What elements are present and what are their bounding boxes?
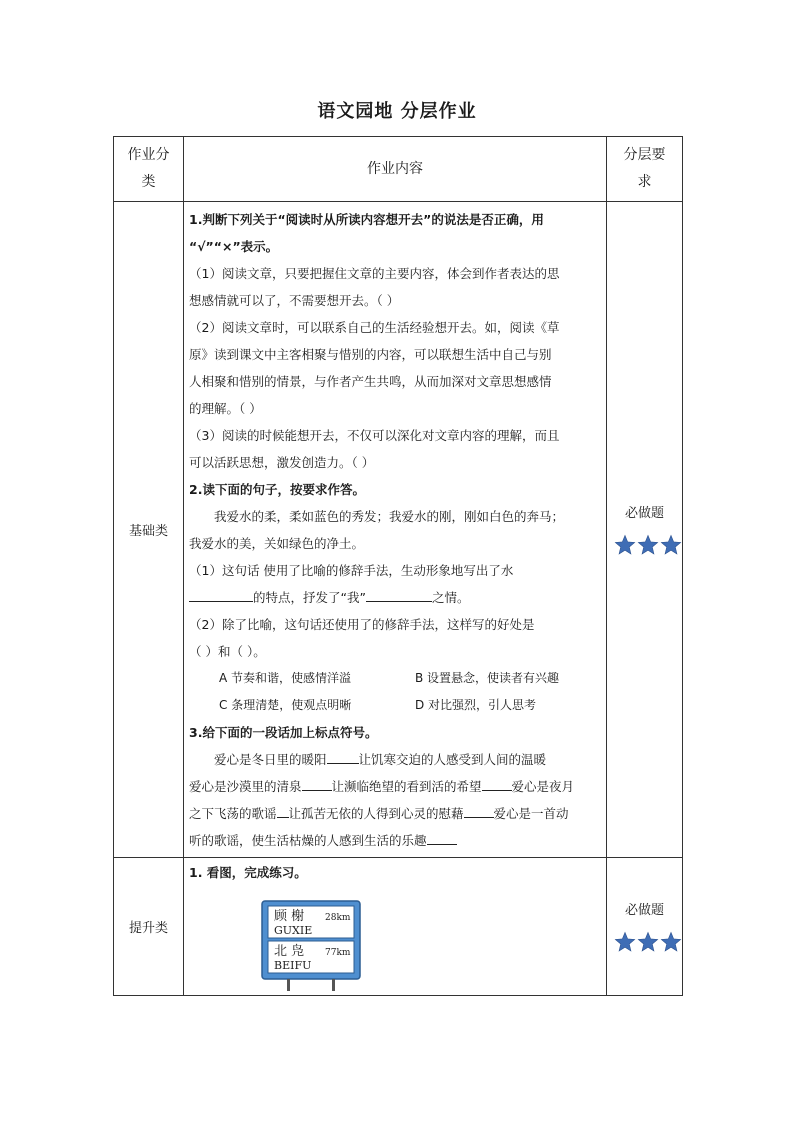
- basic-requirement: [607, 202, 683, 858]
- header-requirement-line1: 分层要: [623, 147, 666, 163]
- star-icon: [614, 533, 636, 557]
- q3-text: 爱心是一首动: [493, 806, 569, 821]
- advanced-row: [114, 858, 683, 996]
- advanced-requirement: [607, 858, 683, 996]
- sign-distance-1: 28km: [325, 913, 351, 923]
- star-icon: [637, 533, 659, 557]
- q1-item-1: （1）阅读文章，只要把握住文章的主要内容，体会到作者表达的思: [189, 266, 560, 281]
- question-1-title: 1.判断下列关于“阅读时从所读内容想开去”的说法是否正确，用: [189, 212, 544, 227]
- q3-text: 让孤苦无依的人得到心灵的慰藉: [288, 806, 464, 821]
- q2-passage-cont: 我爱水的美，关如绿色的净土。: [189, 536, 365, 551]
- q2-options-row-2: [189, 692, 602, 719]
- page-title: 语文园地 分层作业: [317, 101, 477, 122]
- q1-item-3: （3）阅读的时候能想开去，不仅可以深化对文章内容的理解，而且: [189, 428, 560, 443]
- advanced-content: [184, 858, 607, 996]
- header-requirement: [607, 137, 683, 202]
- q3-text: 听的歌谣，使生活枯燥的人感到生活的乐趣: [189, 833, 427, 848]
- q2-item-2-cont: （ ）和（ ）。: [189, 644, 266, 659]
- basic-category: 基础类: [114, 202, 184, 858]
- road-sign-illustration: [259, 898, 363, 992]
- punctuation-blank[interactable]: [464, 803, 494, 818]
- advanced-category: 提升类: [114, 858, 184, 996]
- header-category: [114, 137, 184, 202]
- q3-text: 让饥寒交迫的人感受到人间的温暖: [358, 752, 547, 767]
- sign-pinyin-2: BEIFU: [274, 959, 312, 972]
- punctuation-blank[interactable]: [277, 803, 289, 818]
- advanced-question-1: 1. 看图，完成练习。: [189, 865, 307, 880]
- option-d: D 对比强烈，引人思考: [415, 698, 537, 712]
- option-b: B 设置悬念，使读者有兴趣: [415, 671, 560, 685]
- q2-options-row-1: [189, 665, 602, 692]
- q3-text: 让濒临绝望的看到活的希望: [331, 779, 482, 794]
- requirement-label: 必做题: [624, 903, 664, 918]
- q3-text: 爱心是夜月: [511, 779, 575, 794]
- star-icon: [660, 533, 682, 557]
- question-3-title: 3.给下面的一段话加上标点符号。: [189, 725, 378, 740]
- punctuation-blank[interactable]: [327, 749, 359, 764]
- q3-passage-1: [189, 746, 602, 773]
- answer-blank[interactable]: [366, 587, 432, 602]
- sign-distance-2: 77km: [325, 948, 351, 958]
- sign-name-2: 北 凫: [274, 944, 305, 959]
- star-icon: [637, 930, 659, 954]
- q1-item-3-cont: 可以活跃思想，激发创造力。（ ）: [189, 455, 375, 470]
- punctuation-blank[interactable]: [482, 776, 512, 791]
- q3-text: 之下飞荡的歌谣: [189, 806, 277, 821]
- punctuation-blank[interactable]: [302, 776, 332, 791]
- basic-content: [184, 202, 607, 858]
- question-1-title-cont: “√”“×”表示。: [189, 239, 279, 254]
- requirement-label: 必做题: [624, 506, 664, 521]
- q2-item-1-cont: [189, 584, 602, 611]
- header-category-line1: 作业分: [127, 147, 170, 163]
- punctuation-blank[interactable]: [427, 830, 457, 845]
- q3-text: 爱心是冬日里的暖阳: [214, 752, 327, 767]
- homework-table: [113, 136, 683, 996]
- q2-passage: 我爱水的柔，柔如蓝色的秀发；我爱水的刚，刚如白色的奔马；: [214, 509, 565, 524]
- q1-item-2-cont3: 的理解。（ ）: [189, 401, 262, 416]
- q1-item-2: （2）阅读文章时，可以联系自己的生活经验想开去。如，阅读《草: [189, 320, 560, 335]
- question-2-title: 2.读下面的句子，按要求作答。: [189, 482, 365, 497]
- header-content: 作业内容: [184, 137, 607, 202]
- q3-passage-2: [189, 773, 602, 800]
- option-a: A 节奏和谐，使感情洋溢: [219, 671, 352, 685]
- option-c: C 条理清楚，使观点明晰: [219, 698, 352, 712]
- q2-item-1-text-end: 之情。: [431, 590, 470, 605]
- sign-name-1: 顾 榭: [274, 909, 305, 924]
- table-header-row: [114, 137, 683, 202]
- sign-pinyin-1: GUXIE: [274, 924, 313, 937]
- q2-item-2: （2）除了比喻，这句话还使用了的修辞手法，这样写的好处是: [189, 617, 535, 632]
- answer-blank[interactable]: [189, 587, 253, 602]
- basic-row: [114, 202, 683, 858]
- road-sign-image: [259, 898, 602, 995]
- star-icon: [660, 930, 682, 954]
- q1-item-2-cont: 原》读到课文中主客相聚与惜别的内容，可以联想生活中自己与别: [189, 347, 552, 362]
- q2-item-1: （1）这句话 使用了比喻的修辞手法，生动形象地写出了水: [189, 563, 514, 578]
- star-rating: [613, 930, 682, 954]
- q3-passage-3: [189, 800, 602, 827]
- q3-text: 爱心是沙漠里的清泉: [189, 779, 302, 794]
- header-category-line2: 类: [141, 174, 156, 190]
- q1-item-2-cont2: 人相聚和惜别的情景，与作者产生共鸣，从而加深对文章思想感情: [189, 374, 552, 389]
- q3-passage-4: [189, 827, 602, 854]
- q1-item-1-cont: 想感情就可以了，不需要想开去。（ ）: [189, 293, 400, 308]
- header-requirement-line2: 求: [637, 174, 652, 190]
- star-rating: [613, 533, 682, 557]
- q2-item-1-text: 的特点，抒发了“我”: [253, 590, 366, 605]
- star-icon: [614, 930, 636, 954]
